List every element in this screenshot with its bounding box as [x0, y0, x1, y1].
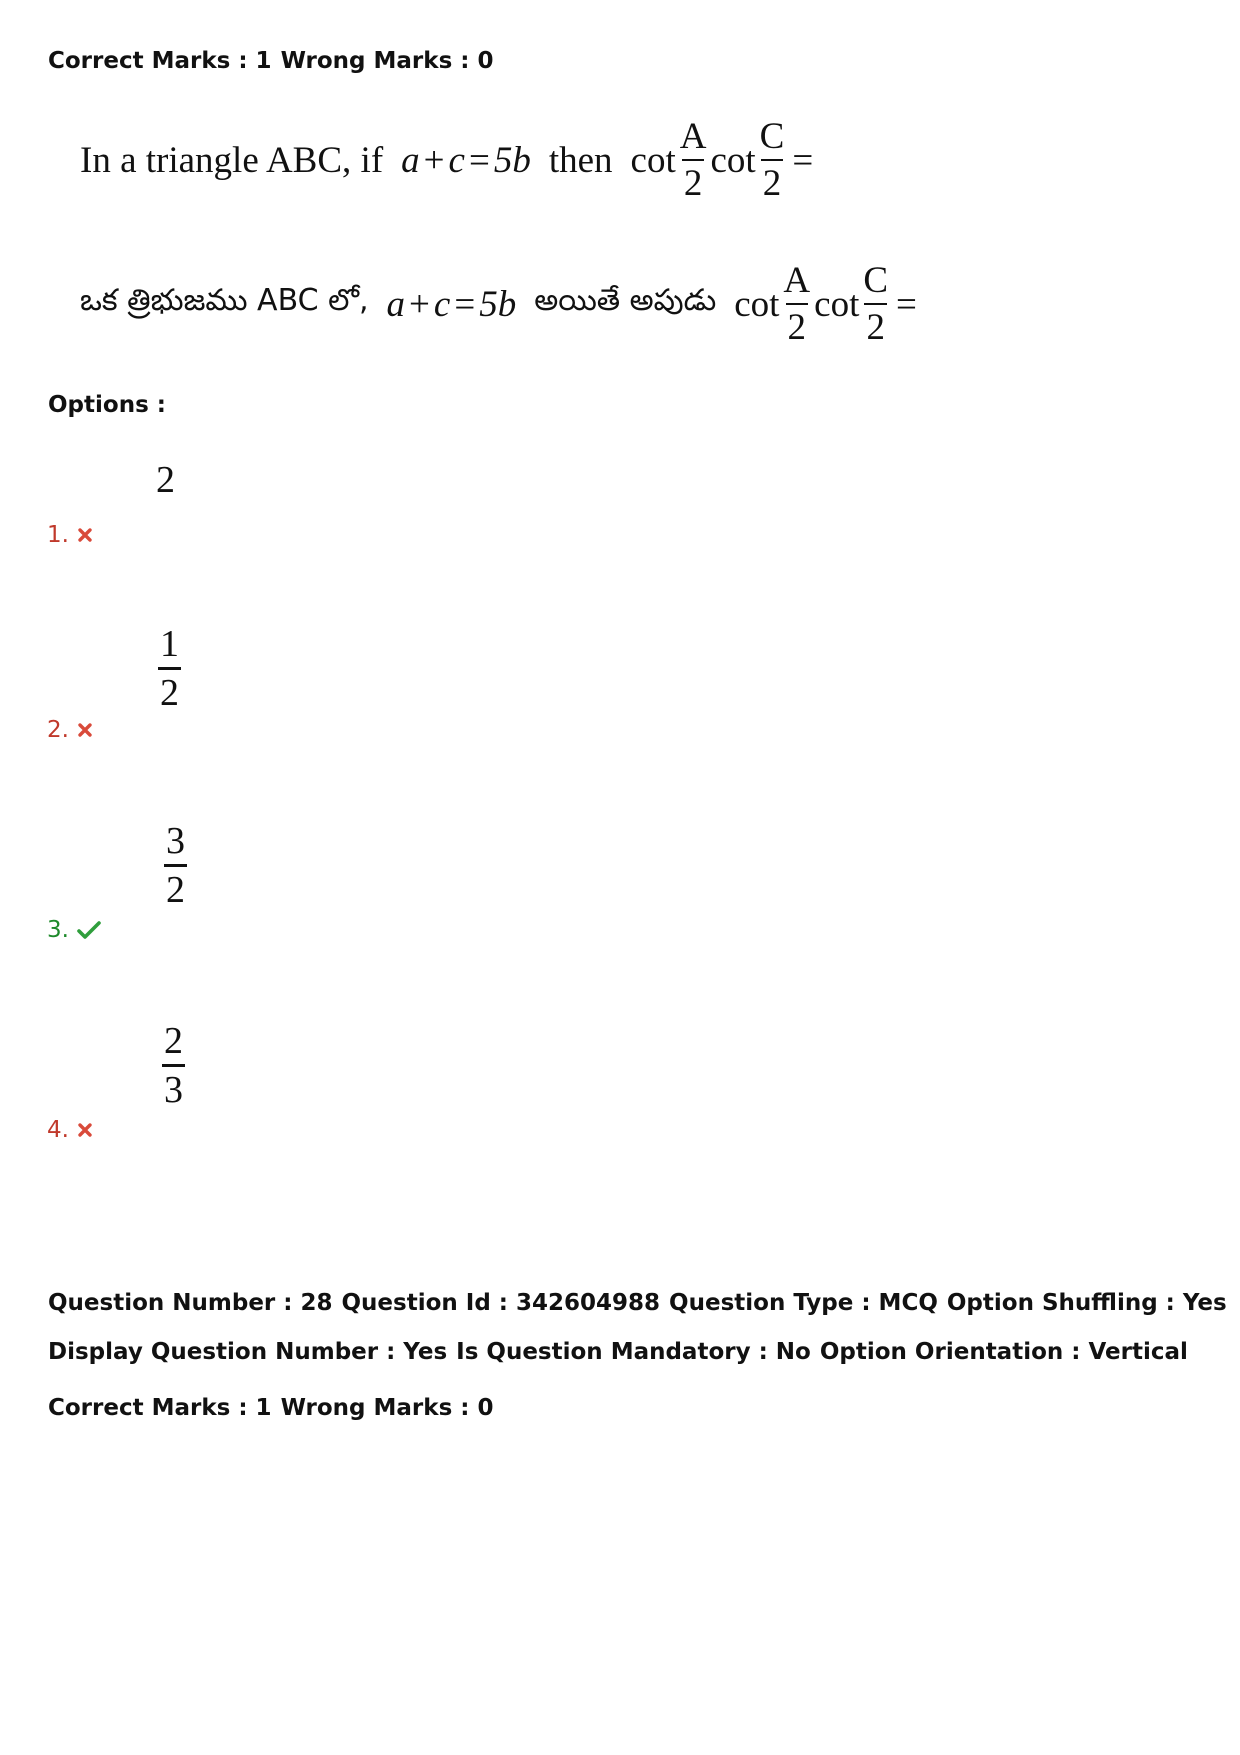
- is-question-mandatory: Is Question Mandatory : No: [456, 1339, 811, 1365]
- equals-sign: =: [468, 139, 490, 181]
- fraction-a-over-2: $\frac{A}{2}$: [679, 116, 707, 204]
- cross-icon: [77, 1122, 93, 1138]
- rhs-5b: 5b: [479, 283, 517, 325]
- option-3-label: 3.: [47, 917, 69, 943]
- cot-function: cot: [710, 139, 756, 181]
- rhs-5b: 5b: [493, 139, 531, 181]
- check-icon: [77, 921, 101, 939]
- question-meta-line-1: [48, 1290, 1227, 1316]
- option-1-label: 1.: [47, 522, 69, 548]
- wrong-marks: Wrong Marks : 0: [280, 1395, 494, 1421]
- question-meta-line-2: [48, 1339, 1188, 1365]
- option-3-value: $\frac{3}{2}$: [166, 820, 185, 911]
- question-telugu: [80, 262, 921, 346]
- question-prefix: In a triangle ABC, if: [80, 139, 384, 181]
- option-3: [47, 917, 101, 943]
- option-2: [47, 717, 93, 743]
- var-c: c: [448, 139, 465, 181]
- option-orientation: Option Orientation : Vertical: [819, 1339, 1188, 1365]
- telugu-then: అయితే అపుడు: [534, 283, 717, 318]
- question-id: Question Id : 342604988: [341, 1290, 661, 1316]
- correct-marks: Correct Marks : 1: [48, 48, 272, 74]
- cross-icon: [77, 722, 93, 738]
- plus-sign: +: [423, 139, 445, 181]
- cot-function: cot: [814, 283, 860, 325]
- var-c: c: [433, 283, 451, 325]
- question-meta-line-3: [48, 1395, 493, 1421]
- plus-sign: +: [409, 283, 430, 325]
- option-1-value: 2: [156, 459, 175, 501]
- fraction-c-over-2: $\frac{C}{2}$: [863, 260, 889, 348]
- correct-marks: Correct Marks : 1: [48, 1395, 272, 1421]
- equals-sign: =: [896, 283, 917, 325]
- option-4-label: 4.: [47, 1117, 69, 1143]
- cross-icon: [77, 527, 93, 543]
- telugu-prefix: ఒక త్రిభుజము ABC లో,: [80, 283, 369, 318]
- option-1: [47, 522, 93, 548]
- equals-sign: =: [454, 283, 476, 325]
- equals-sign: =: [792, 139, 814, 181]
- option-4-value: $\frac{2}{3}$: [164, 1020, 183, 1111]
- then-word: then: [548, 139, 613, 181]
- option-shuffling: Option Shuffling : Yes: [946, 1290, 1227, 1316]
- display-question-number: Display Question Number : Yes: [48, 1339, 448, 1365]
- cot-function: cot: [630, 139, 676, 181]
- option-2-label: 2.: [47, 717, 69, 743]
- option-4: [47, 1117, 93, 1143]
- fraction-a-over-2: $\frac{A}{2}$: [783, 260, 811, 348]
- marks-info: [48, 48, 493, 74]
- option-2-value: $\frac{1}{2}$: [160, 623, 179, 714]
- question-english: [80, 118, 817, 202]
- options-heading: Options :: [48, 392, 166, 418]
- cot-function: cot: [734, 283, 780, 325]
- wrong-marks: Wrong Marks : 0: [280, 48, 494, 74]
- question-number: Question Number : 28: [48, 1290, 333, 1316]
- fraction-c-over-2: $\frac{C}{2}$: [759, 116, 785, 204]
- question-type: Question Type : MCQ: [669, 1290, 938, 1316]
- var-a: a: [401, 139, 420, 181]
- var-a: a: [386, 283, 406, 325]
